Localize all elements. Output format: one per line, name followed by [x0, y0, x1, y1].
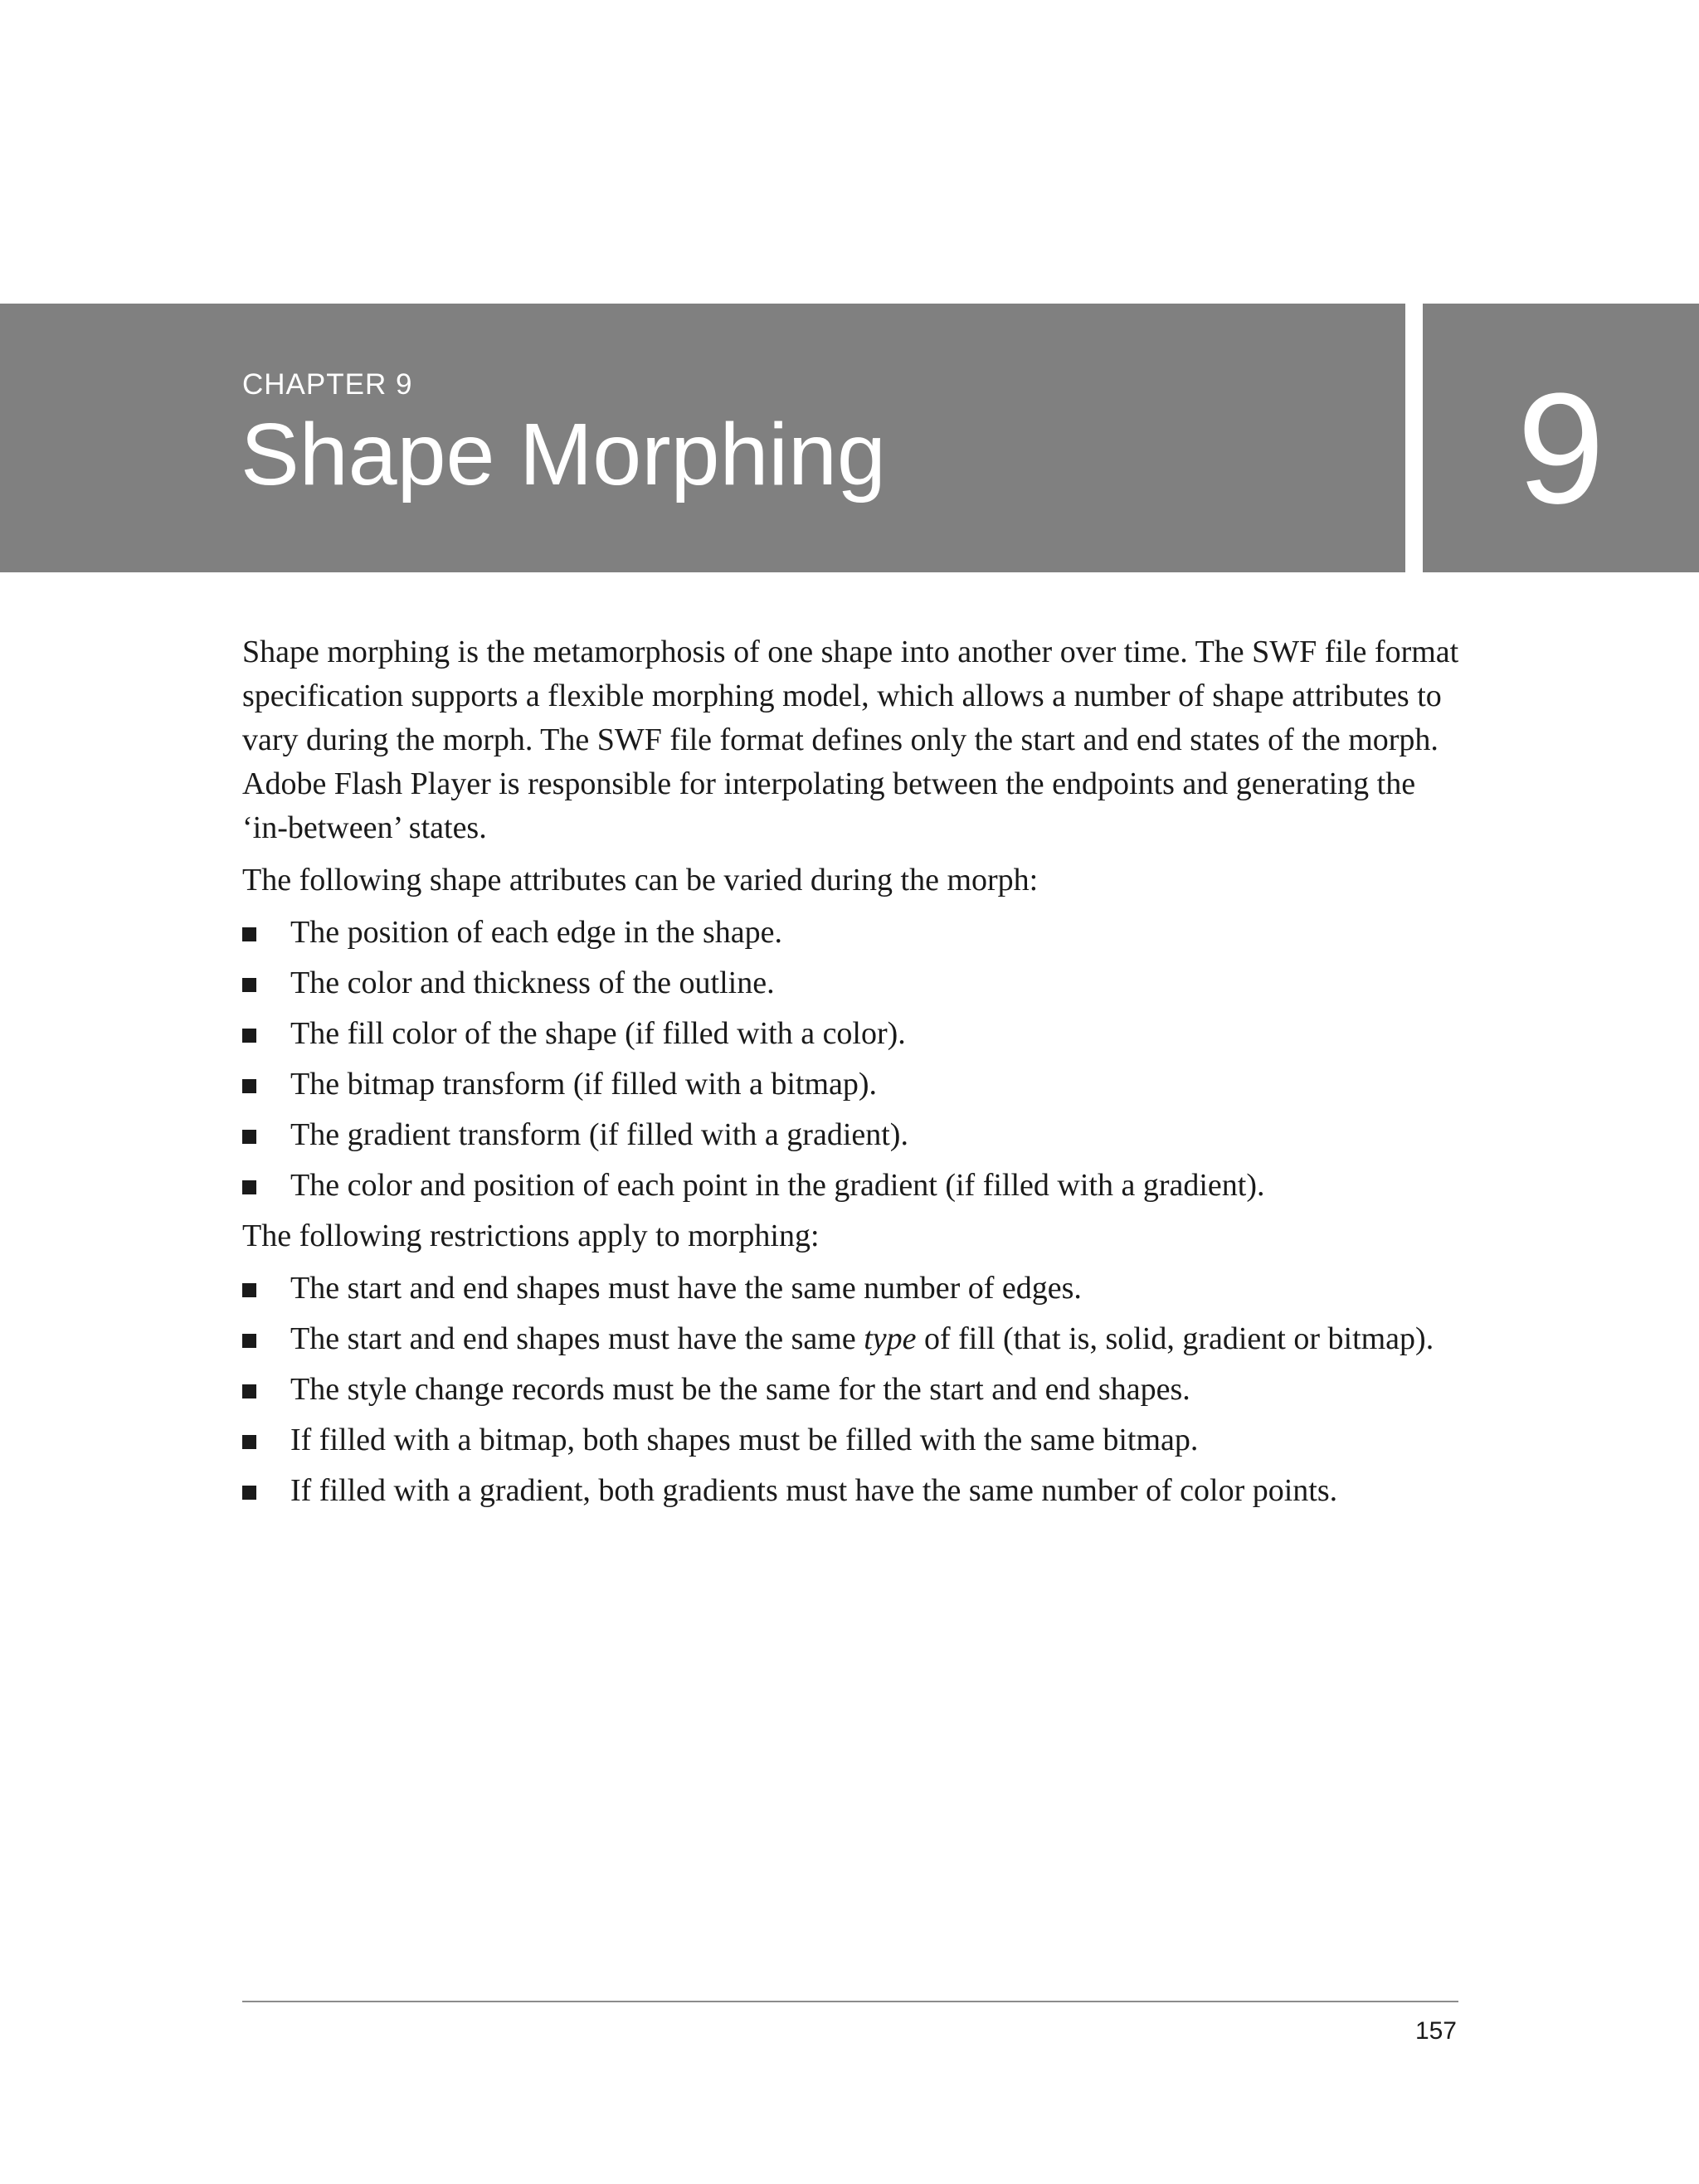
- bullet-icon: [242, 927, 256, 941]
- list-item: [242, 1063, 1462, 1107]
- page-number: 157: [1414, 2017, 1457, 2045]
- attributes-list: [242, 911, 1462, 1208]
- bullet-icon: [242, 1334, 256, 1348]
- chapter-number: 9: [1516, 361, 1605, 537]
- bullet-icon: [242, 1079, 256, 1093]
- list-item-text: The position of each edge in the shape.: [290, 915, 783, 950]
- list-item: [242, 1469, 1462, 1513]
- list-item-text: The gradient transform (if filled with a gradient).: [290, 1117, 908, 1152]
- list-item: [242, 1317, 1462, 1361]
- list-item-text: If filled with a bitmap, both shapes must be filled with the same bitmap.: [290, 1423, 1199, 1457]
- restrictions-list: [242, 1267, 1462, 1513]
- bullet-icon: [242, 1130, 256, 1144]
- list-item: [242, 1418, 1462, 1462]
- bullet-icon: [242, 978, 256, 992]
- list-item: [242, 1267, 1462, 1311]
- list-item-text-before: The start and end shapes must have the same: [290, 1321, 864, 1356]
- bullet-icon: [242, 1180, 256, 1194]
- footer-divider: [242, 2001, 1458, 2002]
- list-item-text: The color and thickness of the outline.: [290, 966, 775, 1000]
- attributes-heading: The following shape attributes can be varied during the morph:: [242, 863, 1039, 897]
- chapter-label: CHAPTER 9: [242, 368, 413, 401]
- bullet-icon: [242, 1029, 256, 1043]
- bullet-icon: [242, 1435, 256, 1449]
- list-item: [242, 1164, 1462, 1208]
- list-item-text: The bitmap transform (if filled with a bitmap).: [290, 1067, 878, 1102]
- restrictions-heading: The following restrictions apply to morphing:: [242, 1218, 820, 1253]
- list-item-text: If filled with a gradient, both gradients must have the same number of color points.: [290, 1473, 1338, 1508]
- intro-paragraph: Shape morphing is the metamorphosis of one shape into another over time. The SWF file format specification supports a flexible morphing model, which allows a number of shape attributes to vary during the morph. The SWF file format defines only the start and end states of the morph. Adobe Flash Player is responsible for interpolating between the endpoints and generating the ‘in-between’ states.: [242, 635, 1459, 845]
- list-item-text-after: of fill (that is, solid, gradient or bitmap).: [916, 1321, 1434, 1356]
- chapter-title: Shape Morphing: [241, 406, 886, 503]
- list-item: [242, 1012, 1462, 1056]
- list-item-text: The fill color of the shape (if filled with a color).: [290, 1016, 906, 1051]
- list-item: [242, 1368, 1462, 1412]
- list-item: [242, 1113, 1462, 1157]
- page-body: [242, 630, 1462, 1520]
- bullet-icon: [242, 1486, 256, 1500]
- list-item: [242, 911, 1462, 955]
- list-item: [242, 961, 1462, 1005]
- bullet-icon: [242, 1384, 256, 1398]
- bullet-icon: [242, 1283, 256, 1297]
- list-item-text: The start and end shapes must have the same number of edges.: [290, 1271, 1082, 1306]
- emphasis-text: type: [864, 1321, 917, 1356]
- list-item-text: The color and position of each point in the gradient (if filled with a gradient).: [290, 1168, 1265, 1203]
- list-item-text: The style change records must be the same for the start and end shapes.: [290, 1372, 1190, 1407]
